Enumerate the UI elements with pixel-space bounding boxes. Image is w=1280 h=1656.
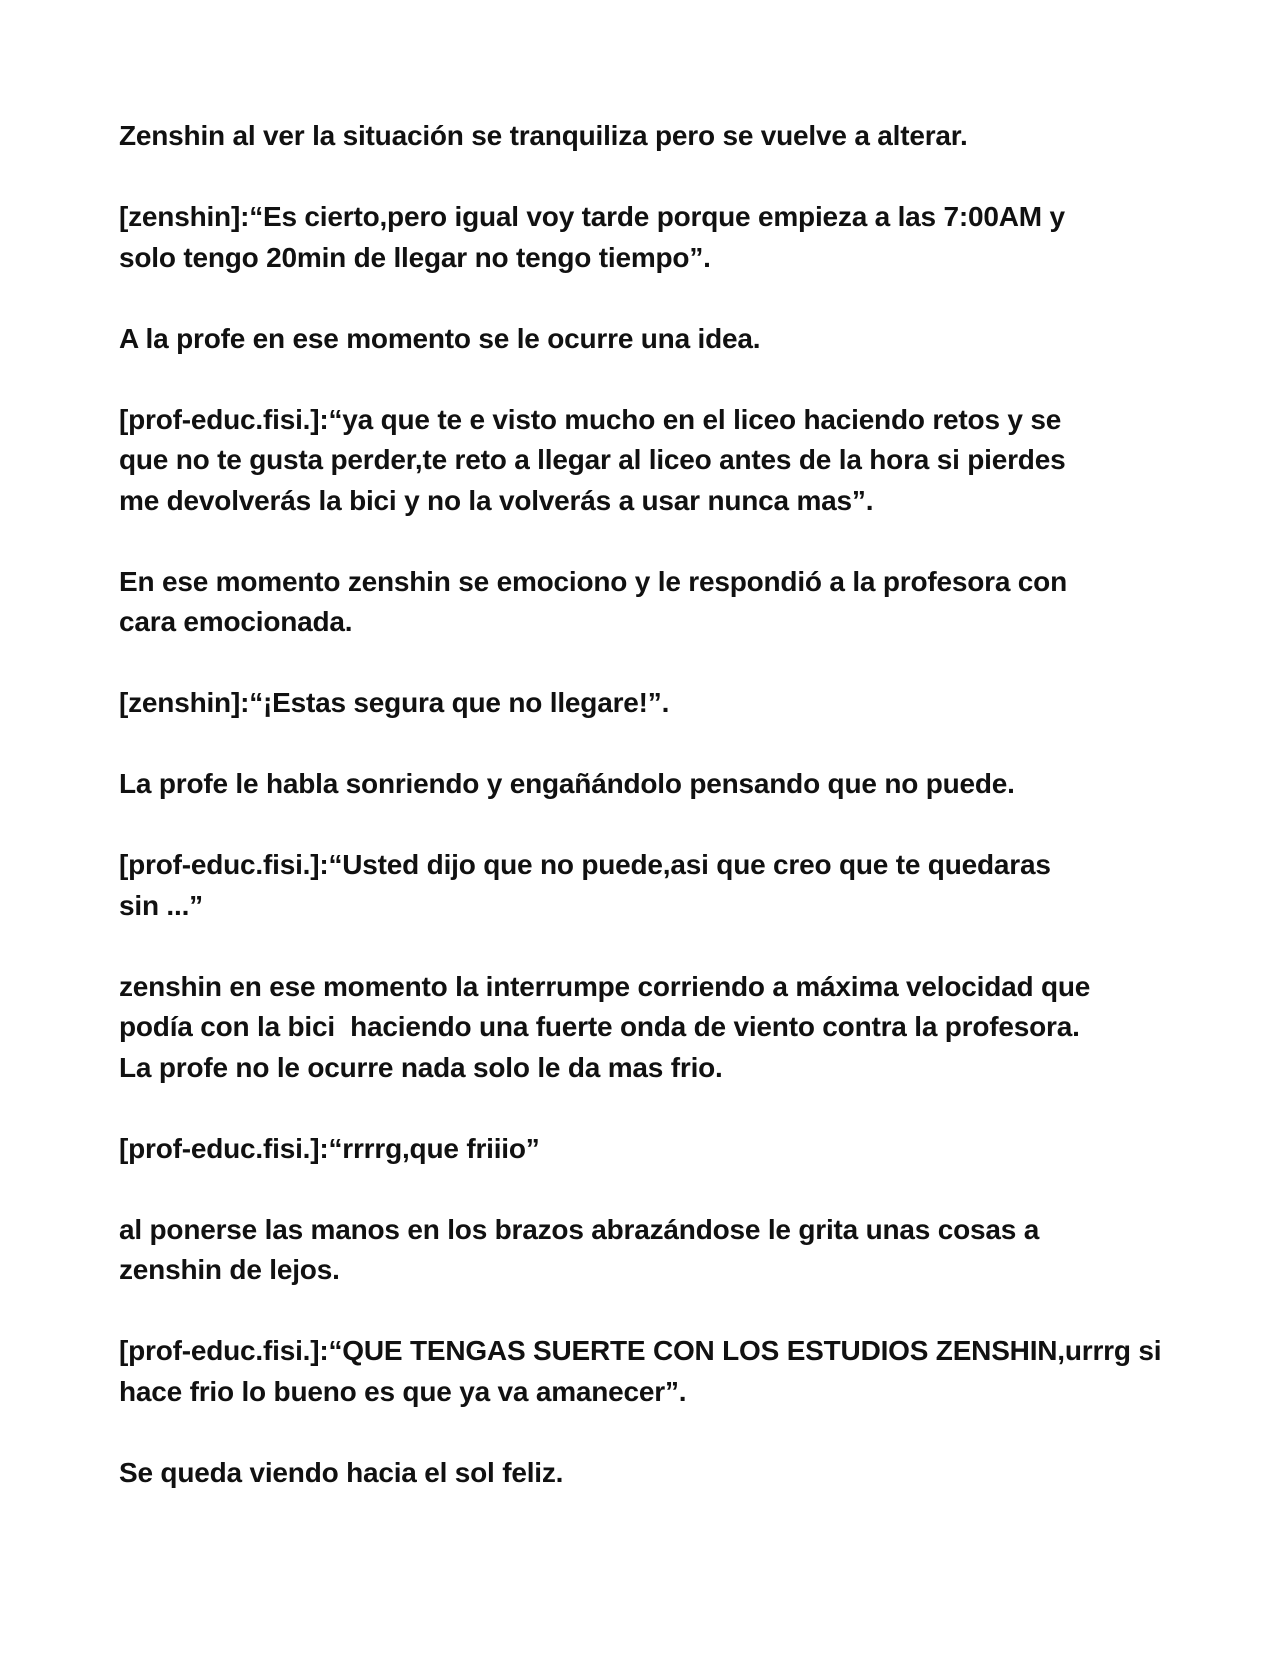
text-line: [prof-educ.fisi.]:“rrrrg,que friiio” (119, 1132, 540, 1164)
paragraph-5 (119, 562, 1179, 643)
text-line: me devolverás la bici y no la volverás a usar nunca mas”. (119, 484, 874, 516)
paragraph-9 (119, 967, 1179, 1089)
text-line: hace frio lo bueno es que ya va amanecer”. (119, 1375, 687, 1407)
paragraph-10 (119, 1129, 1179, 1170)
text-line: [prof-educ.fisi.]:“Usted dijo que no puede,asi que creo que te quedaras (119, 849, 1051, 880)
paragraph-11 (119, 1210, 1179, 1291)
text-line: [zenshin]:“¡Estas segura que no llegare!”. (119, 687, 670, 718)
paragraph-8 (119, 845, 1179, 926)
text-line: que no te gusta perder,te reto a llegar al liceo antes de la hora si pierdes (119, 444, 1066, 475)
text-line: Se queda viendo hacia el sol feliz. (119, 1456, 564, 1488)
text-line: [prof-educ.fisi.]:“QUE TENGAS SUERTE CON LOS ESTUDIOS ZENSHIN,urrrg si (119, 1335, 1162, 1366)
text-line: zenshin en ese momento la interrumpe corriendo a máxima velocidad que (119, 970, 1091, 1002)
text-line: En ese momento zenshin se emociono y le respondió a la profesora con (119, 565, 1067, 597)
text-line: La profe le habla sonriendo y engañándolo pensando que no puede. (119, 768, 1015, 799)
text-line: sin ...” (119, 889, 203, 921)
paragraph-13 (119, 1453, 1179, 1494)
text-line: A la profe en ese momento se le ocurre una idea. (119, 322, 761, 354)
text-line: [zenshin]:“Es cierto,pero igual voy tarde porque empieza a las 7:00AM y (119, 201, 1065, 232)
paragraph-7 (119, 764, 1179, 805)
text-line: Zenshin al ver la situación se tranquiliza pero se vuelve a alterar. (119, 120, 968, 151)
text-line: zenshin de lejos. (119, 1254, 340, 1285)
text-line: La profe no le ocurre nada solo le da mas frio. (119, 1051, 723, 1083)
text-line: solo tengo 20min de llegar no tengo tiempo”. (119, 241, 711, 273)
text-line: cara emocionada. (119, 606, 353, 637)
paragraph-2 (119, 197, 1179, 278)
text-line: [prof-educ.fisi.]:“ya que te e visto mucho en el liceo haciendo retos y se (119, 403, 1062, 435)
paragraph-12 (119, 1331, 1179, 1412)
paragraph-1 (119, 116, 1179, 157)
paragraph-6 (119, 683, 1179, 724)
text-line: al ponerse las manos en los brazos abrazándose le grita unas cosas a (119, 1213, 1040, 1245)
document-body (119, 116, 1179, 1493)
text-line: podía con la bici haciendo una fuerte onda de viento contra la profesora. (119, 1011, 1080, 1042)
paragraph-3 (119, 319, 1179, 360)
paragraph-4 (119, 400, 1179, 522)
